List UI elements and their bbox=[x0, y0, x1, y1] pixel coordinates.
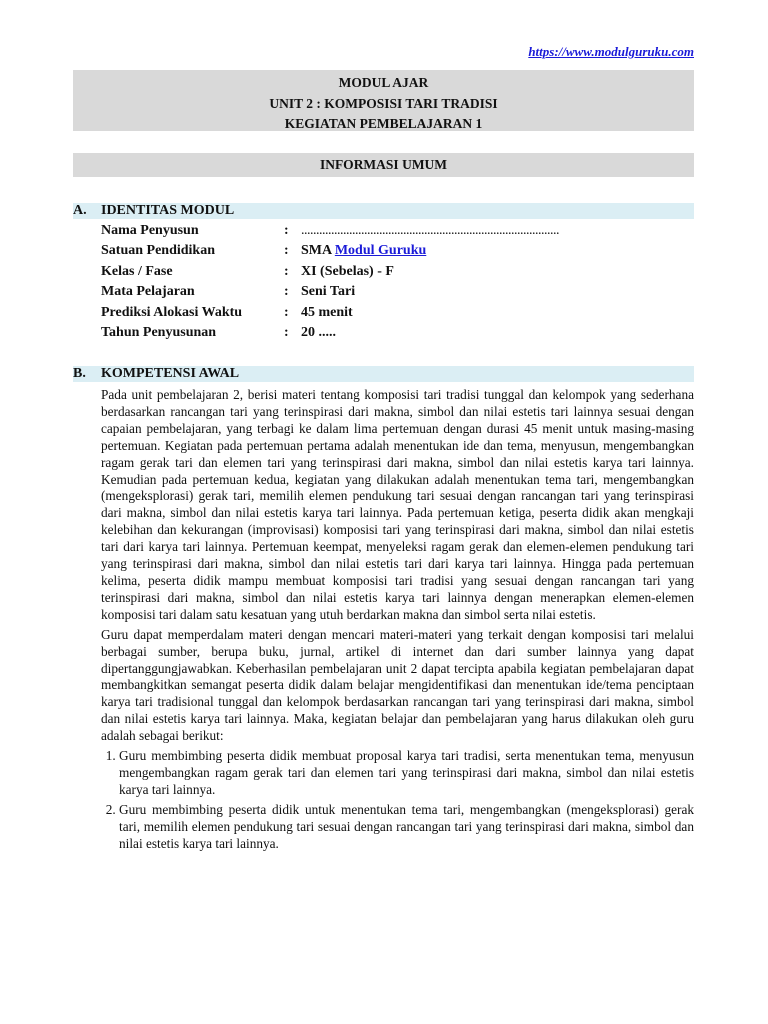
section-b-body bbox=[101, 387, 694, 855]
section-a-title: IDENTITAS MODUL bbox=[101, 203, 235, 218]
identity-label: Tahun Penyusunan bbox=[101, 325, 217, 340]
identity-colon: : bbox=[284, 305, 289, 320]
identity-value bbox=[301, 241, 426, 261]
paragraph-2: Guru dapat memperdalam materi dengan mencari materi-materi yang terkait dengan komposisi tari melalui berbagai sumber, berupa buku, jurnal, artikel di internet dan dari sumber lainnya yang dapat dipertanggungjawabkan. Keberhasilan pembelajaran unit 2 dapat tercipta apabila kegiatan pembelajaran dapat membangkitkan semangat peserta didik dalam belajar mengidentifikasi dan menentukan ide/tema penciptaan karya tari tradisional tunggal dan kelompok berdasarkan rancangan tari yang terinspirasi dari makna, simbol dan nilai estetis karya tari lainnya. Maka, kegiatan belajar dan pembelajaran yang harus dilakukan oleh guru adalah sebagai berikut: bbox=[101, 626, 694, 744]
school-prefix: SMA bbox=[301, 243, 335, 258]
identity-colon: : bbox=[284, 264, 289, 279]
identity-value: Seni Tari bbox=[301, 284, 356, 299]
identity-colon: : bbox=[284, 284, 289, 299]
section-b-title: KOMPETENSI AWAL bbox=[101, 366, 240, 381]
identity-label: Mata Pelajaran bbox=[101, 284, 195, 299]
module-title-line-3: KEGIATAN PEMBELAJARAN 1 bbox=[284, 116, 483, 131]
identity-label: Kelas / Fase bbox=[101, 264, 173, 279]
module-title-line-1: MODUL AJAR bbox=[338, 75, 429, 90]
identity-value: 45 menit bbox=[301, 305, 353, 320]
identity-label: Nama Penyusun bbox=[101, 223, 199, 238]
identity-value: ...................................................................................... bbox=[301, 223, 559, 238]
module-title-box bbox=[73, 70, 694, 131]
identity-label: Prediksi Alokasi Waktu bbox=[101, 305, 243, 320]
section-a-heading bbox=[73, 203, 694, 219]
identity-value: 20 ..... bbox=[301, 325, 336, 340]
general-info-heading: INFORMASI UMUM bbox=[73, 153, 694, 177]
section-b-letter: B. bbox=[73, 366, 86, 381]
identity-value: XI (Sebelas) - F bbox=[301, 264, 394, 279]
section-a-letter: A. bbox=[73, 203, 87, 218]
header-url-link[interactable]: https://www.modulguruku.com bbox=[528, 44, 694, 59]
paragraph-1: Pada unit pembelajaran 2, berisi materi tentang komposisi tari tradisi tunggal dan kelompok yang sederhana berdasarkan rancangan tari yang terinspirasi dari makna, simbol dan nilai estetis tari lainnya sesuai dengan capaian pembelajaran, yang terbagi ke dalam lima pertemuan dengan durasi 45 menit untuk masing-masing pertemuan. Kegiatan pada pertemuan pertama adalah menentukan ide dan tema, menyusun, mengembangkan ragam gerak tari dan elemen tari yang terinspirasi dari makna, simbol dan nilai estetis karya tari lainnya. Kemudian pada pertemuan kedua, kegiatan yang dilakukan adalah menentukan tema tari, mengembangkan (mengeksplorasi) gerak tari, memilih elemen pendukung tari sesuai dengan rancangan tari yang terinspirasi dari makna, simbol dan nilai estetis karya tari lainnya. Pada pertemuan ketiga, peserta didik akan mengkaji kelebihan dan kekurangan (improvisasi) komposisi tari yang terinspirasi dari makna, simbol dan nilai estetis tari dari karya tari lainnya. Pertemuan keempat, menyeleksi ragam gerak dan elemen-elemen pendukung tari yang terinspirasi dari makna, simbol dan nilai estetis tari dari karya tari lainnya. Hingga pada pertemuan kelima, peserta didik mampu membuat komposisi tari tradisi yang sesuai dengan rancangan tari yang terinspirasi dari makna, simbol dan nilai estetis karya tari lainnya dengan menerapkan elemen-elemen komposisi tari dalam satu kesatuan yang utuh berdarkan makna dan simbol serta nilai estetis. bbox=[101, 387, 694, 622]
activity-list bbox=[101, 748, 694, 852]
identity-colon: : bbox=[284, 325, 289, 340]
school-link[interactable]: Modul Guruku bbox=[334, 243, 427, 258]
section-b-heading bbox=[73, 366, 694, 382]
module-title-line-2: UNIT 2 : KOMPOSISI TARI TRADISI bbox=[269, 95, 498, 111]
list-item: 2. Guru membimbing peserta didik untuk menentukan tema tari, mengembangkan (mengeksplorasi) gerak tari, memilih elemen pendukung tari sesuai dengan rancangan tari yang terinspirasi dari makna, simbol dan nilai estetis karya tari lainnya. bbox=[119, 802, 694, 853]
identity-colon: : bbox=[284, 223, 289, 238]
identity-label: Satuan Pendidikan bbox=[101, 243, 215, 258]
identity-colon: : bbox=[284, 243, 289, 258]
list-item: 1. Guru membimbing peserta didik membuat proposal karya tari tradisi, serta menentukan tema, menyusun mengembangkan ragam gerak tari dan elemen tari yang terinspirasi dari makna, simbol dan nilai estetis karya tari lainnya. bbox=[119, 748, 694, 799]
